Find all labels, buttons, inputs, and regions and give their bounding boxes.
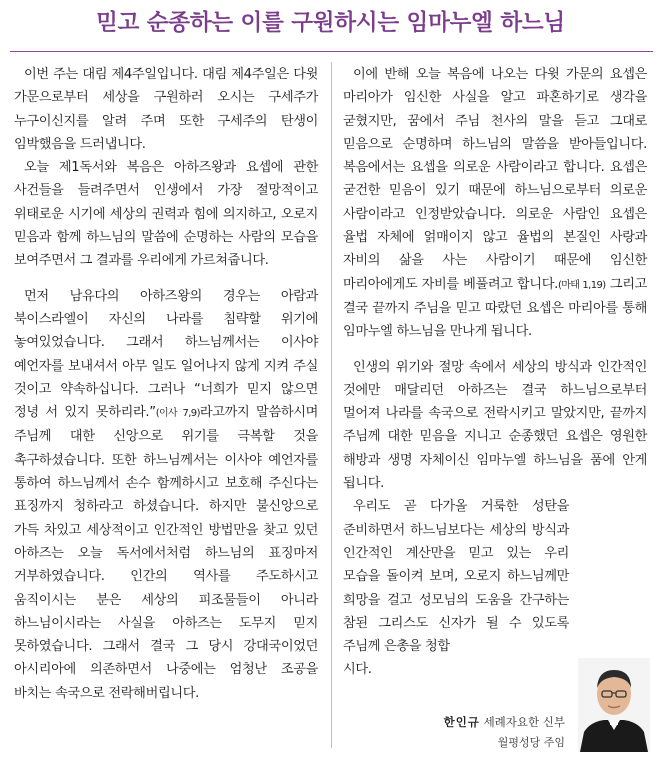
scripture-reference: (마태 1,19) — [557, 279, 606, 291]
paragraph — [343, 63, 647, 344]
author-name: 한인규 — [443, 715, 480, 729]
paragraph — [343, 495, 569, 681]
column-divider — [331, 62, 332, 748]
paragraph — [14, 285, 318, 705]
paragraph-text: 이에 반해 오늘 복음에 나오는 다윗 가문의 요셉은 마리아가 임신한 사실을 알고 파혼하기로 생각을 굳혔지만, 꿈에서 주님 천사의 말을 듣고 그대로 믿음으로 순명하며 하느님의 말씀을 받아들입니다. 복음에서는 요셉을 의로운 사람이라고 합니다. 요셉은 굳건한 믿음이 있기 때문에 하느님으로부터 의로운 사람이라고 인정받았습니다. 의로운 사람인 요셉은 율법 자체에 얽매이지 않고 율법의 본질인 사랑과 자비의 삶을 사는 사람이기 때문에 임신한 마리아에게도 자비를 베풀려고 합니다. — [343, 67, 647, 292]
paragraph-text: 시다. — [343, 662, 372, 678]
author-parish: 월평성당 주임 — [497, 736, 565, 749]
author-role: 세례자요한 신부 — [483, 715, 565, 729]
scripture-reference: (이사 7,9) — [155, 408, 200, 420]
author-signature — [444, 714, 565, 730]
paragraph-text: 라고까지 말씀하시며 주님께 대한 신앙으로 위기를 극복할 것을 촉구하셨습니다. 또한 하느님께서는 이사야 예언자를 통하여 하느님께서 손수 함께하시고 보호해 주신다는 표징까지 청하라고 하셨습니다. 하지만 불신앙으로 가득 차있고 세상적이고 인간적인 방법만을 찾고 있던 아하즈는 오늘 독서에서처럼 하느님의 표징마저 거부하였습니다. 인간의 역사를 주도하시고 움직이시는 분은 세상의 피조물들이 아니라 하느님이시라는 사실을 아하즈는 도무지 믿지 못하였습니다. 그래서 결국 그 당시 강대국이었던 아시리아에 의존하면서 나중에는 엄청난 조공을 바치는 속국으로 전락해버립니다. — [14, 405, 318, 701]
paragraph: 인생의 위기와 절망 속에서 세상의 방식과 인간적인 것에만 매달리던 아하즈는 결국 하느님으로부터 멀어져 나라를 속국으로 전락시키고 말았지만, 끝까지 주님께 대한 믿음을 지니고 순종했던 요셉은 영원한 해방과 생명 자체이신 임마누엘 하느님을 품에 안게 됩니다. — [343, 359, 647, 492]
paragraph-text: 먼저 남유다의 아하즈왕의 경우는 아람과 북이스라엘이 자신의 나라를 침략할 위기에 놓여있었습니다. 그래서 하느님께서는 이사야 예언자를 보내셔서 아무 일도 일어나지 않게 지켜 주실 것이고 약속하십니다. 그러나 “너희가 믿지 않으면 정녕 서 있지 못하리라.” — [14, 288, 318, 421]
left-column — [14, 63, 318, 705]
paragraph-text: 우리도 곧 다가올 거룩한 성탄을 준비하면서 하느님보다는 세상의 방식과 인간적인 계산만을 믿고 있는 우리 모습을 돌이켜 보며, 오로지 하느님께만 희망을 걸고 성모님의 도움을 간구하는 참된 그리스도 신자가 될 수 있도록 주님께 은총을 청합 — [343, 499, 569, 655]
title-underline — [10, 51, 653, 52]
right-column — [343, 63, 647, 682]
paragraph: 이번 주는 대림 제4주일입니다. 대림 제4주일은 다윗 가문으로부터 세상을 구원하러 오시는 구세주가 누구이신지를 알려 주며 또한 구세주의 탄생이 임박했음을 드러냅니다. — [14, 67, 318, 152]
paragraph: 오늘 제1독서와 복음은 아하즈왕과 요셉에 관한 사건들을 들려주면서 인생에서 가장 절망적이고 위태로운 시기에 세상의 권력과 힘에 의지하고, 오로지 믿음과 함께 하느님의 말씀에 순명하는 사람의 모습을 보여주면서 그 결과를 우리에게 가르쳐줍니다. — [14, 160, 318, 269]
author-photo — [578, 658, 650, 752]
page-title: 믿고 순종하는 이를 구원하시는 임마누엘 하느님 — [96, 10, 565, 36]
paragraph-text: 그리고 결국 끝까지 주님을 믿고 따랐던 요셉은 마리아를 통해 임마누엘 하느님을 만나게 됩니다. — [343, 276, 648, 340]
